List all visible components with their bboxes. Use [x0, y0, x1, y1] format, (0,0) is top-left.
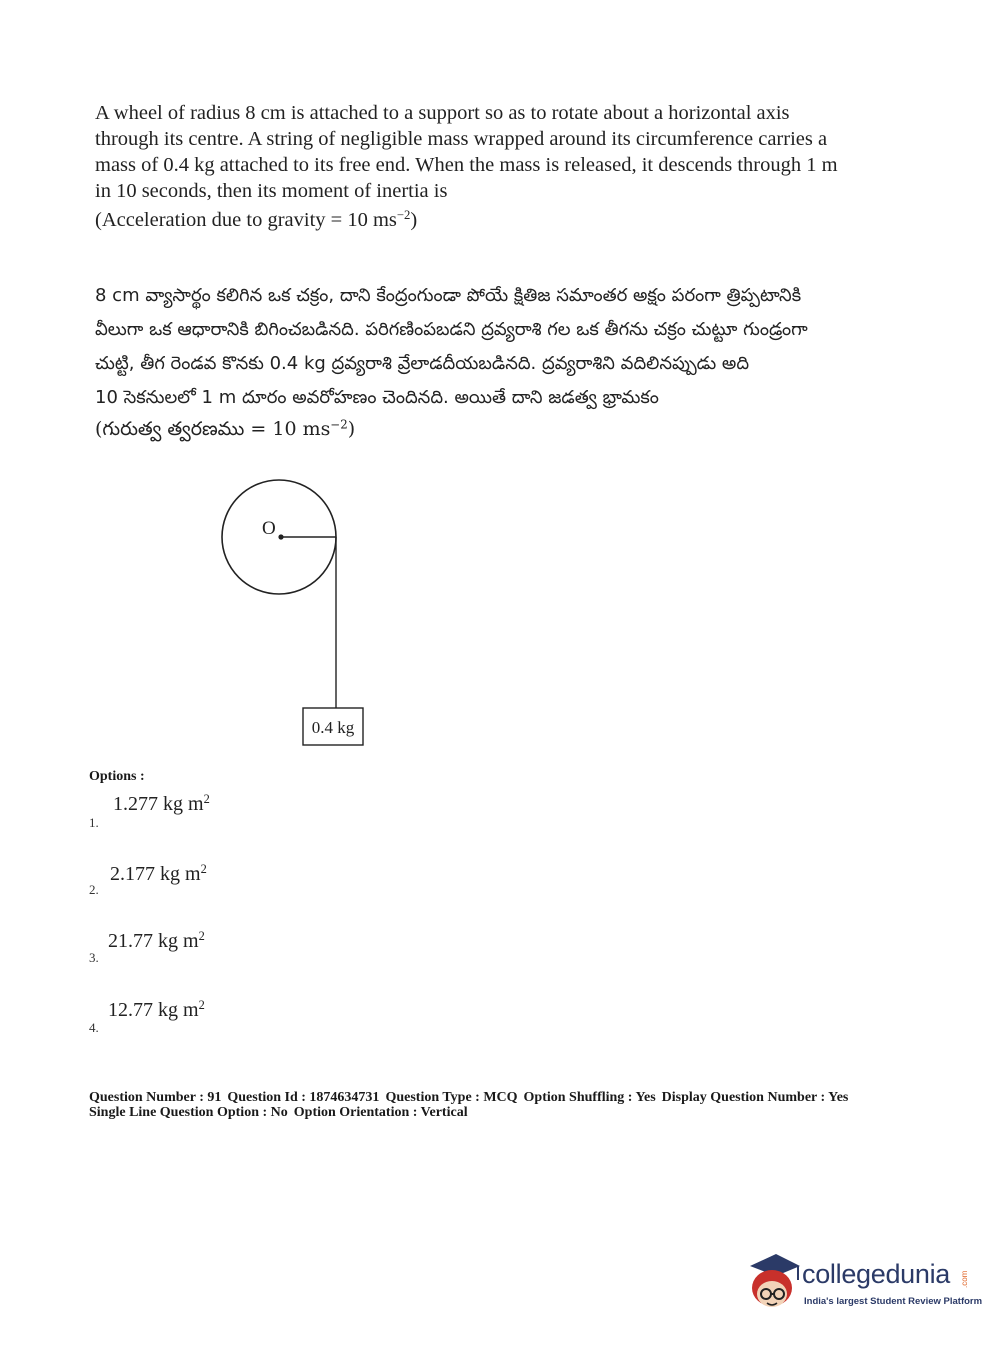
option-1-number: 1. — [89, 815, 99, 830]
question-line: చుట్టి, తీగ రెండవ కొనకు 0.4 kg ద్రవ్యరాశి వ్రేలాడదీయబడినది. ద్రవ్యరాశిని వదిలినప్పుడు అది — [95, 353, 750, 374]
option-2-number: 2. — [89, 882, 99, 897]
option-1-value: 1.277 kg $m^2$ — [113, 792, 210, 815]
options-label: Options : — [89, 769, 145, 784]
metadata-line-2: Single Line Question Option : No Option Orientation : Vertical — [89, 1105, 468, 1120]
option-2-value: 2.177 kg $m^2$ — [110, 862, 207, 885]
question-line: వీలుగా ఒక ఆధారానికి బిగించబడినది. పరిగణింపబడని ద్రవ్యరాశి గల ఒక తీగను చక్రం చుట్టూ గుండ్రంగా — [95, 319, 808, 340]
option-3-value: 21.77 kg $m^2$ — [108, 929, 205, 952]
question-line: through its centre. A string of negligible mass wrapped around its circumference carries a — [95, 128, 828, 150]
metadata-line-1: Question Number : 91 Question Id : 1874634731 Question Type : MCQ Option Shuffling : Yes Display Question Number : Yes — [89, 1090, 849, 1105]
question-line: in 10 seconds, then its moment of inertia is — [95, 180, 448, 202]
question-line: A wheel of radius 8 cm is attached to a support so as to rotate about a horizontal axis — [95, 102, 790, 124]
mass-label: 0.4 kg — [311, 718, 355, 737]
option-4-value: 12.77 kg $m^2$ — [108, 998, 205, 1021]
gravity-note-telugu: (గురుత్వ త్వరణము = 10 $ms^{-2}$) — [95, 417, 356, 440]
gravity-note-english: (Acceleration due to gravity = 10 $ms^{-2}$) — [95, 208, 418, 231]
option-4-number: 4. — [89, 1020, 99, 1035]
collegedunia-mascot-icon — [742, 1250, 802, 1314]
option-3-number: 3. — [89, 950, 99, 965]
question-line: 10 సెకనులలో 1 m దూరం అవరోహణం చెందినది. అయితే దాని జడత్వ భ్రామకం — [95, 387, 659, 408]
question-metadata — [89, 1090, 919, 1120]
question-line: mass of 0.4 kg attached to its free end. When the mass is released, it descends through 1 m — [95, 154, 838, 176]
brand-suffix: .com — [960, 1270, 969, 1288]
question-line: 8 cm వ్యాసార్థం కలిగిన ఒక చక్రం, దాని కేంద్రంగుండా పోయే క్షితిజ సమాంతర అక్షం పరంగా త్రిప్పటానికి — [95, 285, 802, 306]
brand-tagline: India's largest Student Review Platform — [804, 1296, 983, 1307]
brand-name: collegedunia — [802, 1259, 951, 1289]
center-label: O — [262, 518, 276, 539]
